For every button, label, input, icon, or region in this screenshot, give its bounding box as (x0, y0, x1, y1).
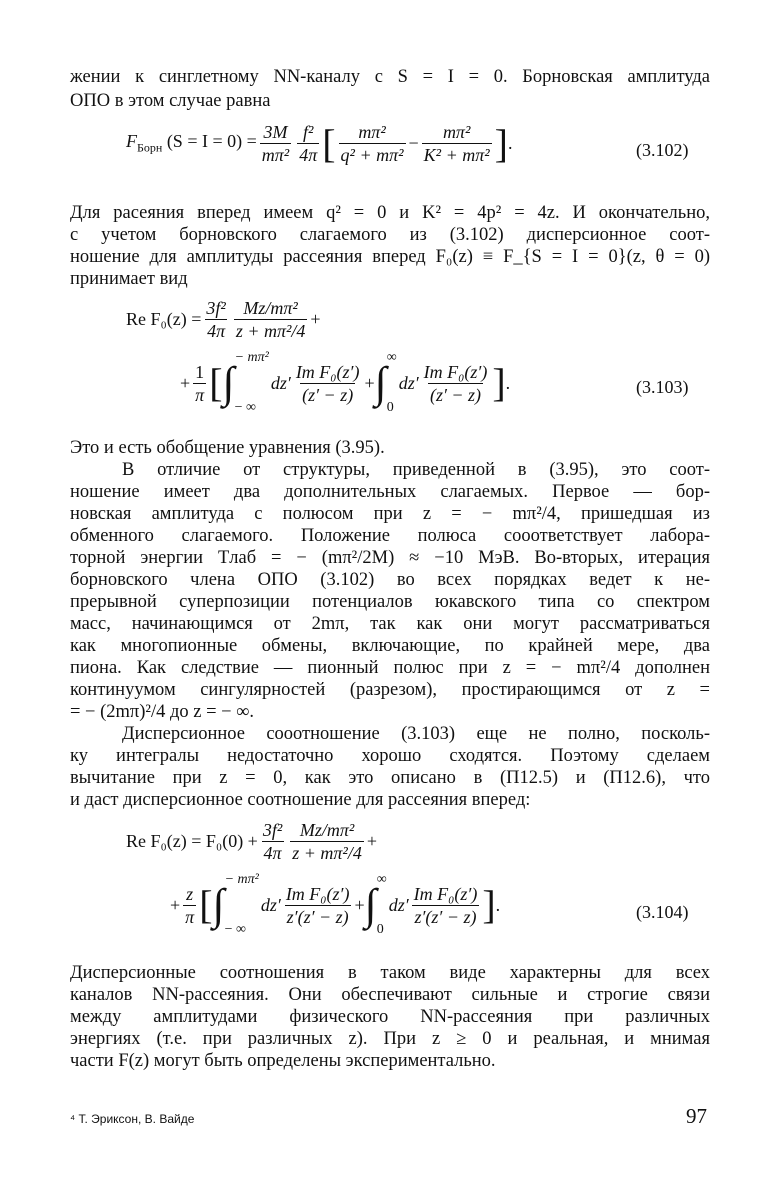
text-line: Это и есть обобщение уравнения (3.95). (70, 438, 385, 458)
left-bracket: [ (199, 882, 213, 927)
equation-3-102: $F_{Борн}$ (S = I = 0) = $\frac{3M}{\text{mπ²}}$ $\frac{\text{f²}}{4\pi}$ [ $\frac{\text{mπ²}}{\text{q² + mπ²}}$ − $\frac{\text{mπ²}}{\text{K² + mπ²}}$ ] . (126, 120, 513, 166)
integral-limits: − mπ² − ∞ (234, 350, 269, 415)
fraction: $\frac{\text{Im F₀(z′)}}{(z' - z)}$ (423, 361, 488, 405)
text-line: борновского члена ОПО (3.102) во всех порядках ведет к не- (70, 570, 710, 590)
text-line: Дисперсионное сооотношение (3.103) еще не полно, посколь- (122, 724, 710, 744)
fraction: $\frac{\text{f²}}{4\pi}$ (299, 122, 318, 165)
eq-lhs: $F_{Борн}$ (S = I = 0) = (126, 131, 257, 155)
text-line: ношение для амплитуды рассеяния вперед F₀(z) ≡ F_{S = I = 0}(z, θ = 0) (70, 247, 710, 267)
fraction: $\frac{\text{3f²}}{4\pi}$ (206, 298, 226, 341)
plus-sign: + (364, 372, 375, 393)
text-line: пиона. Как следствие — пионный полюс при z = − mπ²/4 дополнен (70, 658, 710, 678)
text-line: масс, начинающимся от 2mπ, так как они могут рассматриваться (70, 614, 710, 634)
text-line: как многопионные обмены, включающие, по крайней мере, два (70, 636, 710, 656)
right-bracket: ] (482, 882, 496, 927)
differential: dz′ (260, 894, 281, 915)
text-line: части F(z) могут быть определены экспериментально. (70, 1051, 496, 1071)
text-line: ОПО в этом случае равна (70, 91, 271, 111)
integral-sign: ∫ (374, 358, 387, 407)
fraction: $\frac{\text{Im F₀(z′)}}{(z' - z)}$ (295, 361, 360, 405)
page-number: 97 (686, 1104, 707, 1128)
text-line: Дисперсионные соотношения в таком виде характерны для всех (70, 963, 710, 983)
text-line: прерывной суперпозиции потенциалов юкавского типа со спектром (70, 592, 710, 612)
text-line: обменного слагаемого. Положение полюса сооответствует лабора- (70, 526, 710, 546)
text-line: и даст дисперсионное соотношение для рассеяния вперед: (70, 790, 531, 810)
equation-number: (3.103) (636, 377, 689, 397)
differential: dz′ (270, 372, 291, 393)
right-bracket: ] (494, 120, 508, 166)
right-bracket: ] (492, 360, 506, 405)
fraction: $\frac{\text{3f²}}{4\pi}$ (262, 820, 283, 863)
plus-sign: + (180, 372, 191, 393)
equation-3-104-line1 (126, 820, 377, 863)
integral-sign: ∫ (212, 880, 225, 929)
eq-lhs: Re F₀(z) = F₀(0) + (126, 831, 258, 851)
differential: dz′ (388, 894, 409, 915)
integral-limits: ∞ 0 (376, 872, 387, 937)
plus-sign: + (170, 894, 181, 915)
equation-3-103-line2: + $\frac{1}{\pi}$ [ ∫ − mπ² − ∞ dz′ $\frac{\text{Im F₀(z′)}}{(z' - z)}$ + ∫ ∞ 0 dz′ $\frac{\text{Im F₀(z′)}}{(z' - z)}$ ] . (180, 350, 511, 415)
footer-author: ⁴ Т. Эриксон, В. Вайде (70, 1112, 195, 1126)
text-line: с учетом борновского слагаемого из (3.102) дисперсионное соот- (70, 225, 710, 245)
eq-lhs: Re F₀(z) = (126, 309, 202, 329)
integral-limits: − mπ² − ∞ (224, 872, 259, 937)
equation-3-104-line2: + $\frac{z}{\pi}$ [ ∫ − mπ² − ∞ dz′ $\frac{\text{Im F₀(z′)}}{z'(z' - z)}$ + ∫ ∞ 0 dz′ $\frac{\text{Im F₀(z′)}}{z'(z' - z)}$ ] . (170, 872, 501, 937)
equation-number: (3.104) (636, 902, 689, 922)
text-line: между амплитудами физического NN-рассеяния при различных (70, 1007, 710, 1027)
fraction: $\frac{\text{Im F₀(z′)}}{z'(z' - z)}$ (413, 883, 478, 927)
plus-sign: + (366, 831, 377, 851)
text-line: вычитание при z = 0, как это описано в (П12.5) и (П12.6), что (70, 768, 710, 788)
text-line: ношение имеет два дополнительных слагаемых. Первое — бор- (70, 482, 710, 502)
text-line: = − (2mπ)²/4 до z = − ∞. (70, 702, 255, 722)
text-line: каналов NN-рассеяния. Они обеспечивают сильные и строгие связи (70, 985, 710, 1005)
text-line: В отличие от структуры, приведенной в (3.95), это соот- (122, 460, 710, 480)
fraction: $\frac{z}{\pi}$ (185, 883, 195, 927)
integral-sign: ∫ (364, 880, 377, 929)
fraction: $\frac{\text{Mz/mπ²}}{\text{z + mπ²/4}}$ (292, 820, 362, 863)
fraction: $\frac{3M}{\text{mπ²}}$ (261, 122, 290, 165)
plus-sign: + (354, 894, 365, 915)
text-line: ку интегралы недостаточно хорошо сходятся. Поэтому сделаем (70, 746, 710, 766)
text-line: жении к синглетному NN-каналу с S = I = 0. Борновская амплитуда (70, 67, 710, 87)
plus-sign: + (310, 309, 321, 329)
text-line: принимает вид (70, 269, 188, 289)
text-line: континуумом сингулярностей (разрезом), простирающимся от z = (70, 680, 710, 700)
equation-3-103-line1 (126, 298, 321, 341)
left-bracket: [ (209, 360, 223, 405)
fraction: $\frac{1}{\pi}$ (195, 361, 205, 405)
fraction: $\frac{\text{Mz/mπ²}}{\text{z + mπ²/4}}$ (235, 298, 306, 341)
text-line: энергиях (т.е. при различных z). При z ≥ 0 и реальная, и мнимая (70, 1029, 710, 1049)
integral-sign: ∫ (222, 358, 235, 407)
equation-number: (3.102) (636, 140, 689, 160)
text-line: Для расеяния вперед имеем q² = 0 и K² = 4p² = 4z. И окончательно, (70, 203, 710, 223)
left-bracket: [ (322, 120, 336, 166)
fraction: $\frac{\text{mπ²}}{\text{K² + mπ²}}$ (423, 122, 490, 165)
integral-limits: ∞ 0 (386, 350, 397, 415)
differential: dz′ (398, 372, 419, 393)
minus-sign: − (408, 133, 419, 153)
text-line: торной энергии Tлаб = − (mπ²/2M) ≈ −10 МэВ. Во-вторых, итерация (70, 548, 710, 568)
fraction: $\frac{\text{Im F₀(z′)}}{z'(z' - z)}$ (285, 883, 350, 927)
text-line: новская амплитуда с полюсом при z = − mπ²/4, пришедшая из (70, 504, 710, 524)
fraction: $\frac{\text{mπ²}}{\text{q² + mπ²}}$ (340, 122, 404, 165)
